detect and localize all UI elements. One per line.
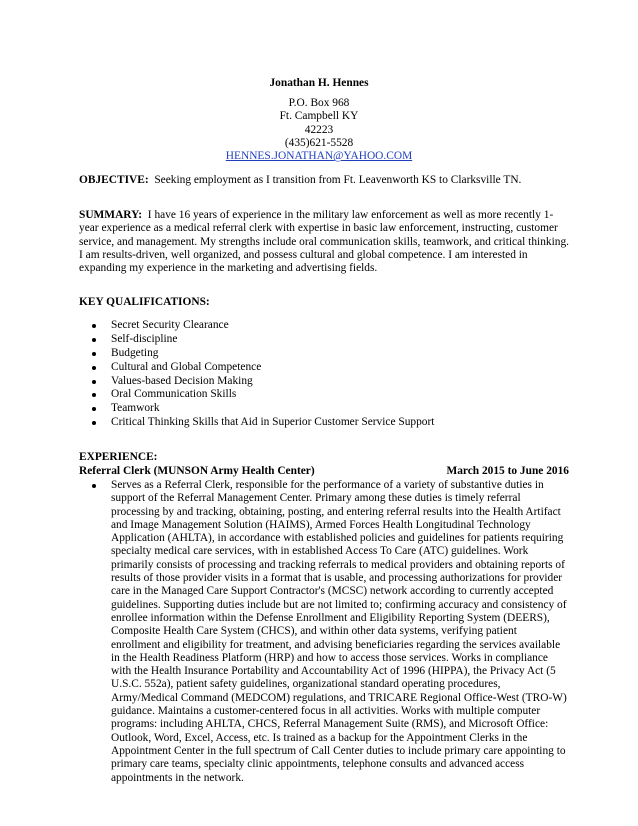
- experience-heading: EXPERIENCE:: [79, 451, 158, 463]
- list-item: Secret Security Clearance: [79, 319, 579, 333]
- list-item: Teamwork: [79, 402, 579, 416]
- summary-section: [79, 209, 569, 275]
- bullet-icon: [92, 338, 96, 342]
- bullet-icon: [92, 421, 96, 425]
- qualifications-heading: KEY QUALIFICATIONS:: [79, 296, 210, 308]
- address-line-1: P.O. Box 968: [288, 97, 350, 109]
- contact-block: [0, 97, 638, 163]
- bullet-icon: [92, 393, 96, 397]
- zip-code: 42223: [304, 123, 334, 136]
- job-dates: March 2015 to June 2016: [446, 465, 569, 477]
- objective-label: OBJECTIVE:: [79, 174, 149, 186]
- summary-text: I have 16 years of experience in the military law enforcement as well as more recently 1-year experience as a medical referral clerk with expertise in basic law enforcement, instructing, customer service, and management. My strengths include oral communication skills, teamwork, and critical thinking. I am results-driven, well organized, and possess cultural and global competence. I am interested in expanding my experience in the marketing and advertising fields.: [79, 209, 569, 275]
- objective-section: [79, 174, 569, 187]
- list-item: Self-discipline: [79, 333, 579, 347]
- list-item: Budgeting: [79, 347, 579, 361]
- email-link[interactable]: HENNES.JONATHAN@YAHOO.COM: [225, 150, 413, 163]
- summary-label: SUMMARY:: [79, 209, 143, 221]
- job-duty-text: Serves as a Referral Clerk, responsible for the performance of a variety of substantive duties in support of the Referral Management Center. Primary among these duties is timely referral processing by and tracking, obtaining, posting, and entering referral results into the Health Artifact and Image Management Solution (HAIMS), Armed Forces Health Longitudinal Technology Application (AHLTA), in accordance with established policies and guidelines for patients requiring specialty medical care services, with in established Access To Care (ATC) guidelines. Work primarily consists of processing and tracking referrals to medical providers and obtaining reports of results of those provider visits in a format that is usable, and processing authorizations for provider care in the Managed Care Support Contractor's (MCSC) network according to currently accepted guidelines. Supporting duties include but are not limited to; confirming accuracy and consistency of enrollee information within the Defense Enrollment and Eligibility Reporting System (DEERS), Composite Health Care System (CHCS), and within other data systems, verifying patient enrollment and eligibility for treatment, and advising beneficiaries regarding the services available in the Health Readiness Platform (HRP) and how to access those services. Works in compliance with the Health Insurance Portability and Accountability Act of 1996 (HIPPA), the Privacy Act (5 U.S.C. 552a), patient safety guidelines, organizational standard operating procedures, Army/Medical Command (MEDCOM) regulations, and TRICARE Regional Office-West (TRO-W) guidance. Maintains a customer-centered focus in all activities. Works with multiple computer programs: including AHLTA, CHCS, Referral Management Suite (RMS), and Microsoft Office: Outlook, Word, Excel, Access, etc. Is trained as a backup for the Appointment Clerks in the Appointment Center in the full spectrum of Call Center duties to include primary care appointing to primary care teams, specialty clinic appointments, telephone consults and advanced access appointments in the network.: [111, 479, 567, 784]
- job-header: [79, 465, 569, 478]
- job-title: Referral Clerk (MUNSON Army Health Center): [79, 465, 315, 477]
- job-duty-item: [79, 479, 569, 785]
- objective-text: Seeking employment as I transition from Ft. Leavenworth KS to Clarksville TN.: [154, 174, 522, 186]
- phone-number: (435)621-5528: [284, 136, 354, 149]
- candidate-name: Jonathan H. Hennes: [269, 77, 369, 89]
- address-line-2: Ft. Campbell KY: [279, 110, 359, 123]
- bullet-icon: [92, 324, 96, 328]
- bullet-icon: [92, 407, 96, 411]
- bullet-icon: [92, 352, 96, 356]
- bullet-icon: [92, 366, 96, 370]
- list-item: Cultural and Global Competence: [79, 361, 579, 375]
- list-item: Values-based Decision Making: [79, 375, 579, 389]
- list-item: Critical Thinking Skills that Aid in Superior Customer Service Support: [79, 416, 579, 430]
- bullet-icon: [92, 484, 96, 488]
- bullet-icon: [92, 380, 96, 384]
- list-item: Oral Communication Skills: [79, 388, 579, 402]
- qualifications-list: [79, 319, 579, 430]
